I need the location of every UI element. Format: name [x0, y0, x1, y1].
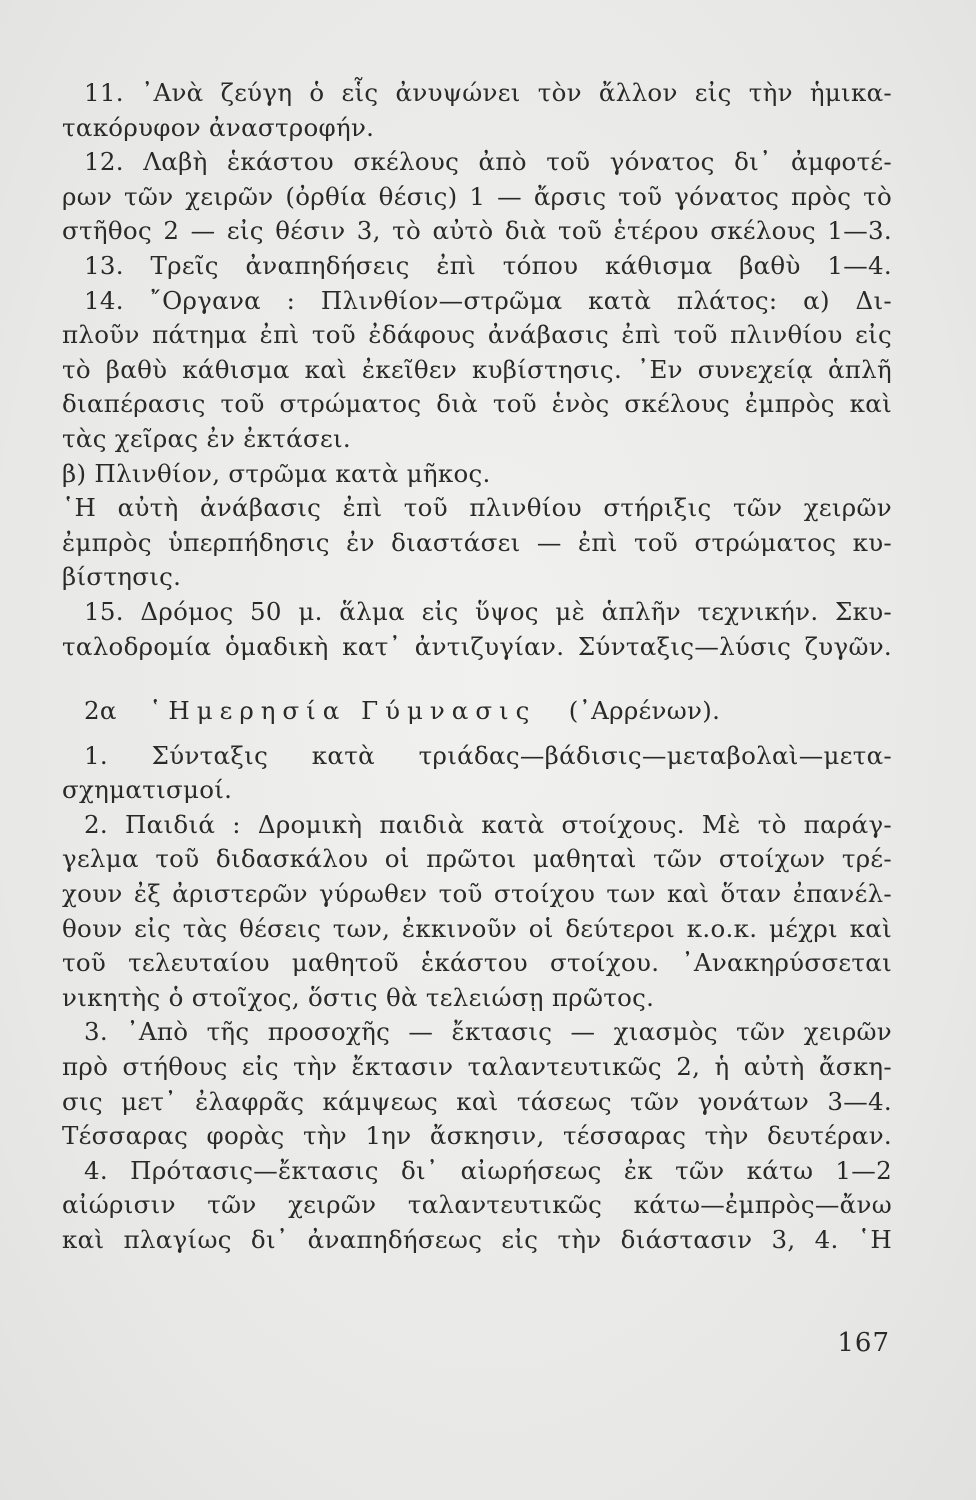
- section-daily-exercises: [62, 739, 892, 1258]
- text-line: 14. ῎Οργανα : Πλινθίον—στρῶμα κατὰ πλάτος: α) Δι-: [84, 285, 892, 315]
- text-line: ἐμπρὸς ὑπερπήδησις ἐν διαστάσει — ἐπὶ τοῦ στρώματος κυ-: [62, 527, 892, 557]
- heading-prefix: 2α: [84, 696, 117, 726]
- text-line: νικητὴς ὁ στοῖχος, ὅστις θὰ τελειώσῃ πρῶτος.: [62, 982, 655, 1012]
- text-line: βίστησις.: [62, 562, 182, 592]
- text-line: Τέσσαρας φορὰς τὴν 1ην ἄσκησιν, τέσσαρας τὴν δευτέραν.: [62, 1121, 892, 1151]
- text-line: γελμα τοῦ διδασκάλου οἱ πρῶτοι μαθηταὶ τῶν στοίχων τρέ-: [62, 844, 892, 874]
- text-line: β) Πλινθίον, στρῶμα κατὰ μῆκος.: [62, 458, 491, 488]
- text-line: τὸ βαθὺ κάθισμα καὶ ἐκεῖθεν κυβίστησις. ᾿Εν συνεχείᾳ ἁπλῆ: [62, 354, 892, 384]
- text-line: τὰς χεῖρας ἐν ἐκτάσει.: [62, 423, 352, 453]
- text-line: 4. Πρότασις—ἔκτασις δι᾿ αἰωρήσεως ἐκ τῶν κάτω 1—2: [84, 1155, 892, 1185]
- text-line: 13. Τρεῖς ἀναπηδήσεις ἐπὶ τόπου κάθισμα βαθὺ 1—4.: [84, 250, 892, 280]
- text-line: διαπέρασις τοῦ στρώματος διὰ τοῦ ἑνὸς σκέλους ἐμπρὸς καὶ: [62, 389, 892, 419]
- page-number: 167: [837, 1328, 890, 1358]
- text-line: σχηματισμοί.: [62, 775, 233, 805]
- text-line: 3. ᾿Απὸ τῆς προσοχῆς — ἔκτασις — χιασμὸς τῶν χειρῶν: [84, 1017, 892, 1047]
- heading-title: ῾Ημερησία Γύμνασις: [149, 696, 537, 726]
- text-line: στῆθος 2 — εἰς θέσιν 3, τὸ αὐτὸ διὰ τοῦ ἑτέρου σκέλους 1—3.: [62, 216, 892, 246]
- text-line: αἰώρισιν τῶν χειρῶν ταλαντευτικῶς κάτω—ἐμπρὸς—ἄνω: [62, 1190, 892, 1220]
- text-line: σις μετ᾿ ἐλαφρᾶς κάμψεως καὶ τάσεως τῶν γονάτων 3—4.: [62, 1086, 892, 1116]
- text-line: 15. Δρόμος 50 μ. ἅλμα εἰς ὕψος μὲ ἁπλῆν τεχνικήν. Σκυ-: [84, 596, 892, 626]
- text-line: πλοῦν πάτημα ἐπὶ τοῦ ἐδάφους ἀνάβασις ἐπὶ τοῦ πλινθίου εἰς: [62, 320, 892, 350]
- text-line: πρὸ στήθους εἰς τὴν ἔκτασιν ταλαντευτικῶς 2, ἡ αὐτὴ ἄσκη-: [62, 1052, 892, 1082]
- text-line: τοῦ τελευταίου μαθητοῦ ἑκάστου στοίχου. ᾿Ανακηρύσσεται: [62, 948, 892, 978]
- text-column: [62, 76, 892, 1258]
- section-heading: [62, 694, 892, 729]
- heading-suffix: (᾿Αρρένων).: [568, 696, 721, 726]
- text-line: 11. ᾿Ανὰ ζεύγη ὁ εἷς ἀνυψώνει τὸν ἄλλον εἰς τὴν ἡμικα-: [84, 78, 892, 107]
- text-line: θουν εἰς τὰς θέσεις των, ἐκκινοῦν οἱ δεύτεροι κ.ο.κ. μέχρι καὶ: [62, 913, 892, 943]
- text-line: ρων τῶν χειρῶν (ὀρθία θέσις) 1 — ἄρσις τοῦ γόνατος πρὸς τὸ: [62, 181, 892, 211]
- text-line: καὶ πλαγίως δι᾿ ἀναπηδήσεως εἰς τὴν διάστασιν 3, 4. ῾Η: [62, 1225, 892, 1254]
- text-line: ταλοδρομία ὁμαδικὴ κατ᾿ ἀντιζυγίαν. Σύνταξις—λύσις ζυγῶν.: [62, 631, 892, 661]
- section-exercises-continued: [62, 76, 892, 664]
- text-line: χουν ἐξ ἀριστερῶν γύρωθεν τοῦ στοίχου των καὶ ὅταν ἐπανέλ-: [62, 879, 892, 909]
- text-line: 1. Σύνταξις κατὰ τριάδας—βάδισις—μεταβολαὶ—μετα-: [84, 740, 892, 770]
- text-line: 2. Παιδιά : Δρομικὴ παιδιὰ κατὰ στοίχους. Μὲ τὸ παράγ-: [84, 809, 892, 839]
- text-line: τακόρυφον ἀναστροφήν.: [62, 112, 375, 142]
- text-line: ῾Η αὐτὴ ἀνάβασις ἐπὶ τοῦ πλινθίου στήριξις τῶν χειρῶν: [62, 493, 892, 523]
- text-line: 12. Λαβὴ ἑκάστου σκέλους ἀπὸ τοῦ γόνατος δι᾿ ἀμφοτέ-: [84, 147, 892, 177]
